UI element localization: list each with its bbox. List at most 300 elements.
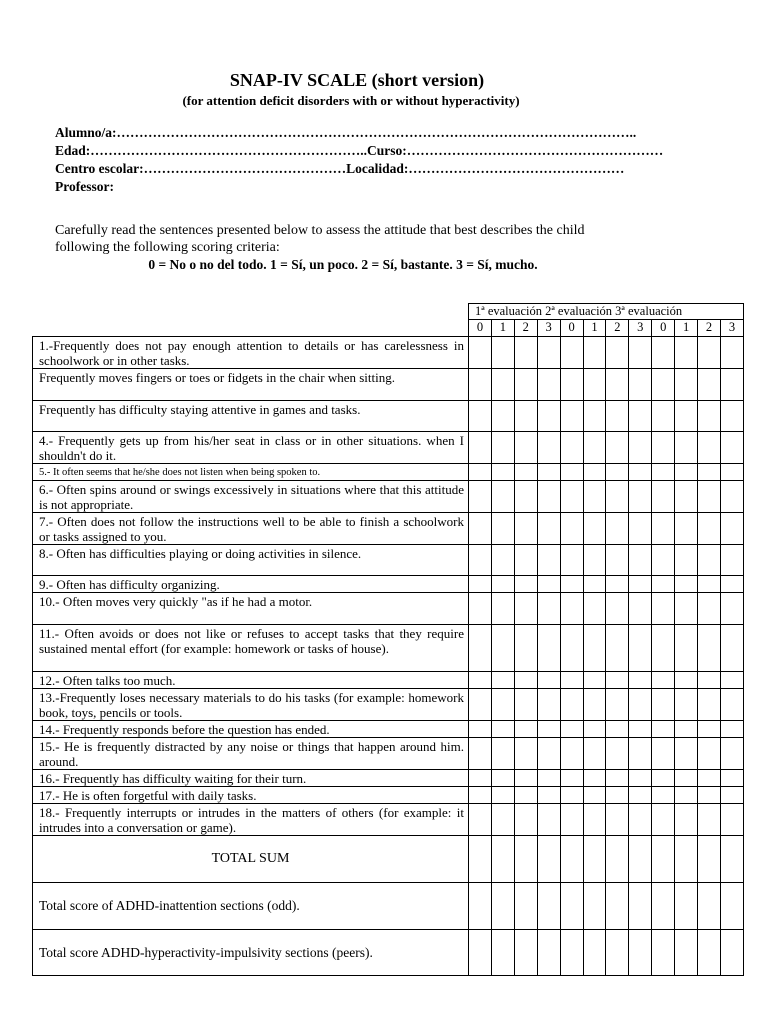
item-10-label: 10.- Often moves very quickly "as if he had a motor. [33, 593, 469, 625]
score-cell[interactable] [514, 545, 537, 576]
score-cell[interactable] [675, 787, 698, 804]
score-cell[interactable] [606, 883, 629, 930]
score-cell[interactable] [675, 883, 698, 930]
score-cell[interactable] [698, 337, 721, 369]
score-cell[interactable] [606, 481, 629, 513]
score-cell[interactable] [606, 593, 629, 625]
score-cell[interactable] [514, 593, 537, 625]
score-cell[interactable] [537, 401, 560, 432]
scoring-criteria: 0 = No o no del todo. 1 = Sí, un poco. 2 = Sí, bastante. 3 = Sí, mucho. [148, 257, 538, 272]
score-cell[interactable] [675, 721, 698, 738]
score-cell[interactable] [606, 432, 629, 464]
score-cell[interactable] [629, 593, 652, 625]
score-cell[interactable] [652, 738, 675, 770]
score-cell[interactable] [537, 738, 560, 770]
evaluation-header-row [33, 304, 744, 320]
score-cell[interactable] [606, 930, 629, 976]
score-cell[interactable] [720, 337, 743, 369]
score-cell[interactable] [675, 689, 698, 721]
score-cell[interactable] [491, 481, 514, 513]
score-cell[interactable] [469, 337, 492, 369]
field-edad-curso[interactable]: Edad:……………………………………………………..Curso:………………………………………………… [55, 143, 664, 158]
score-header-cell: 3 [720, 320, 743, 337]
score-cell[interactable] [698, 513, 721, 545]
score-cell[interactable] [537, 689, 560, 721]
score-cell[interactable] [698, 883, 721, 930]
score-cell[interactable] [583, 369, 606, 401]
score-cell[interactable] [514, 787, 537, 804]
score-cell[interactable] [720, 464, 743, 481]
score-cell[interactable] [652, 836, 675, 883]
score-cell[interactable] [491, 513, 514, 545]
score-cell[interactable] [583, 883, 606, 930]
score-cell[interactable] [675, 738, 698, 770]
score-cell[interactable] [698, 787, 721, 804]
score-cell[interactable] [583, 545, 606, 576]
score-header-row [33, 320, 744, 337]
score-cell[interactable] [537, 593, 560, 625]
item-12-label: 12.- Often talks too much. [33, 672, 469, 689]
score-cell[interactable] [720, 721, 743, 738]
score-cell[interactable] [491, 689, 514, 721]
score-cell[interactable] [698, 369, 721, 401]
score-cell[interactable] [675, 804, 698, 836]
score-cell[interactable] [698, 836, 721, 883]
score-cell[interactable] [652, 770, 675, 787]
score-cell[interactable] [675, 672, 698, 689]
score-cell[interactable] [629, 804, 652, 836]
item-11-row [33, 625, 744, 672]
score-cell[interactable] [652, 337, 675, 369]
page-subtitle: (for attention deficit disorders with or without hyperactivity) [182, 93, 520, 108]
score-cell[interactable] [629, 836, 652, 883]
score-cell[interactable] [606, 513, 629, 545]
score-cell[interactable] [720, 481, 743, 513]
score-cell[interactable] [469, 787, 492, 804]
score-cell[interactable] [537, 337, 560, 369]
score-cell[interactable] [469, 545, 492, 576]
score-cell[interactable] [491, 545, 514, 576]
item-15-label: 15.- He is frequently distracted by any noise or things that happen around him. around. [33, 738, 469, 770]
score-cell[interactable] [606, 738, 629, 770]
score-cell[interactable] [652, 576, 675, 593]
hyperactivity-total-row [33, 930, 744, 976]
score-cell[interactable] [469, 464, 492, 481]
score-cell[interactable] [583, 804, 606, 836]
score-cell[interactable] [560, 401, 583, 432]
score-cell[interactable] [720, 738, 743, 770]
score-cell[interactable] [675, 836, 698, 883]
item-6-label: 6.- Often spins around or swings excessively in situations where that this attitude is not appropriate. [33, 481, 469, 513]
score-cell[interactable] [675, 770, 698, 787]
score-cell[interactable] [698, 804, 721, 836]
score-header-cell: 3 [629, 320, 652, 337]
score-cell[interactable] [491, 883, 514, 930]
score-cell[interactable] [537, 513, 560, 545]
score-cell[interactable] [560, 836, 583, 883]
score-cell[interactable] [675, 337, 698, 369]
score-cell[interactable] [537, 576, 560, 593]
item-6-row [33, 481, 744, 513]
score-cell[interactable] [560, 883, 583, 930]
score-header-cell: 1 [583, 320, 606, 337]
score-cell[interactable] [698, 770, 721, 787]
score-cell[interactable] [469, 432, 492, 464]
score-cell[interactable] [652, 930, 675, 976]
score-cell[interactable] [652, 787, 675, 804]
score-cell[interactable] [629, 432, 652, 464]
score-cell[interactable] [583, 625, 606, 672]
score-cell[interactable] [606, 721, 629, 738]
score-cell[interactable] [469, 593, 492, 625]
score-cell[interactable] [629, 738, 652, 770]
score-cell[interactable] [720, 401, 743, 432]
score-cell[interactable] [560, 513, 583, 545]
score-cell[interactable] [469, 513, 492, 545]
score-cell[interactable] [606, 804, 629, 836]
score-cell[interactable] [629, 625, 652, 672]
score-cell[interactable] [720, 432, 743, 464]
score-cell[interactable] [652, 625, 675, 672]
score-cell[interactable] [514, 464, 537, 481]
score-cell[interactable] [675, 401, 698, 432]
score-cell[interactable] [491, 337, 514, 369]
score-cell[interactable] [469, 770, 492, 787]
score-cell[interactable] [720, 625, 743, 672]
score-cell[interactable] [583, 513, 606, 545]
item-4-label: 4.- Frequently gets up from his/her seat in class or in other situations. when I shouldn't do it. [33, 432, 469, 464]
score-cell[interactable] [514, 804, 537, 836]
score-cell[interactable] [652, 481, 675, 513]
score-cell[interactable] [606, 464, 629, 481]
score-cell[interactable] [560, 770, 583, 787]
score-cell[interactable] [560, 369, 583, 401]
score-cell[interactable] [537, 883, 560, 930]
score-cell[interactable] [514, 369, 537, 401]
score-cell[interactable] [491, 401, 514, 432]
score-cell[interactable] [514, 930, 537, 976]
item-8-row [33, 545, 744, 576]
score-cell[interactable] [537, 787, 560, 804]
score-cell[interactable] [629, 721, 652, 738]
score-cell[interactable] [583, 401, 606, 432]
item-1-row [33, 337, 744, 369]
score-cell[interactable] [629, 770, 652, 787]
score-cell[interactable] [537, 672, 560, 689]
score-cell[interactable] [675, 464, 698, 481]
score-cell[interactable] [560, 625, 583, 672]
score-cell[interactable] [698, 576, 721, 593]
score-cell[interactable] [560, 689, 583, 721]
score-cell[interactable] [583, 464, 606, 481]
score-header-cell: 0 [560, 320, 583, 337]
score-cell[interactable] [469, 883, 492, 930]
item-10-row [33, 593, 744, 625]
score-cell[interactable] [652, 593, 675, 625]
score-cell[interactable] [629, 689, 652, 721]
score-cell[interactable] [675, 545, 698, 576]
score-cell[interactable] [560, 930, 583, 976]
score-cell[interactable] [606, 576, 629, 593]
item-13-row [33, 689, 744, 721]
hyperactivity-total-label: Total score ADHD-hyperactivity-impulsivity sections (peers). [33, 930, 469, 976]
score-cell[interactable] [560, 464, 583, 481]
field-alumno[interactable]: Alumno/a:…………………………………………………………………………………………………….. [55, 125, 637, 140]
item-7-label: 7.- Often does not follow the instructions well to be able to finish a schoolwork or tasks assigned to you. [33, 513, 469, 545]
score-cell[interactable] [583, 836, 606, 883]
score-cell[interactable] [629, 930, 652, 976]
score-cell[interactable] [675, 432, 698, 464]
score-cell[interactable] [698, 625, 721, 672]
score-cell[interactable] [629, 545, 652, 576]
score-cell[interactable] [606, 625, 629, 672]
score-cell[interactable] [629, 513, 652, 545]
score-cell[interactable] [698, 689, 721, 721]
score-cell[interactable] [675, 576, 698, 593]
score-cell[interactable] [560, 337, 583, 369]
score-cell[interactable] [720, 930, 743, 976]
score-cell[interactable] [469, 930, 492, 976]
header-blank [33, 304, 469, 320]
score-cell[interactable] [698, 930, 721, 976]
score-cell[interactable] [652, 464, 675, 481]
score-cell[interactable] [514, 770, 537, 787]
item-9-row [33, 576, 744, 593]
score-cell[interactable] [583, 432, 606, 464]
score-cell[interactable] [698, 721, 721, 738]
score-cell[interactable] [698, 481, 721, 513]
score-cell[interactable] [652, 672, 675, 689]
score-cell[interactable] [491, 804, 514, 836]
item-18-row [33, 804, 744, 836]
score-cell[interactable] [537, 836, 560, 883]
score-cell[interactable] [652, 369, 675, 401]
score-cell[interactable] [491, 836, 514, 883]
score-cell[interactable] [606, 689, 629, 721]
score-cell[interactable] [514, 513, 537, 545]
score-cell[interactable] [514, 337, 537, 369]
score-cell[interactable] [606, 787, 629, 804]
score-cell[interactable] [469, 369, 492, 401]
score-cell[interactable] [720, 689, 743, 721]
score-cell[interactable] [652, 689, 675, 721]
item-16-label: 16.- Frequently has difficulty waiting for their turn. [33, 770, 469, 787]
score-cell[interactable] [583, 593, 606, 625]
field-centro-localidad[interactable]: Centro escolar:………………………………………Localidad:………………………………………… [55, 161, 625, 176]
score-cell[interactable] [537, 625, 560, 672]
item-7-row [33, 513, 744, 545]
score-cell[interactable] [629, 369, 652, 401]
score-cell[interactable] [698, 738, 721, 770]
score-cell[interactable] [652, 513, 675, 545]
score-cell[interactable] [491, 625, 514, 672]
score-cell[interactable] [491, 930, 514, 976]
score-cell[interactable] [698, 593, 721, 625]
field-professor[interactable]: Professor: [55, 179, 114, 194]
item-11-label: 11.- Often avoids or does not like or refuses to accept tasks that they require sustained mental effort (for example: homework or tasks of house). [33, 625, 469, 672]
score-cell[interactable] [491, 721, 514, 738]
score-cell[interactable] [720, 672, 743, 689]
item-1-label: 1.-Frequently does not pay enough attention to details or has carelessness in schoolwork or in other tasks. [33, 337, 469, 369]
score-cell[interactable] [514, 738, 537, 770]
score-cell[interactable] [606, 836, 629, 883]
score-cell[interactable] [698, 672, 721, 689]
score-cell[interactable] [720, 883, 743, 930]
score-cell[interactable] [469, 401, 492, 432]
item-2-label: Frequently moves fingers or toes or fidgets in the chair when sitting. [33, 369, 469, 401]
score-cell[interactable] [560, 738, 583, 770]
score-cell[interactable] [720, 804, 743, 836]
score-cell[interactable] [537, 464, 560, 481]
score-cell[interactable] [675, 930, 698, 976]
score-cell[interactable] [629, 787, 652, 804]
score-cell[interactable] [537, 432, 560, 464]
score-cell[interactable] [560, 576, 583, 593]
score-cell[interactable] [675, 513, 698, 545]
score-cell[interactable] [514, 721, 537, 738]
score-cell[interactable] [491, 738, 514, 770]
inattention-total-label: Total score of ADHD-inattention sections (odd). [33, 883, 469, 930]
score-cell[interactable] [606, 672, 629, 689]
score-cell[interactable] [629, 401, 652, 432]
score-cell[interactable] [560, 593, 583, 625]
score-cell[interactable] [491, 464, 514, 481]
score-cell[interactable] [583, 721, 606, 738]
score-cell[interactable] [491, 432, 514, 464]
score-cell[interactable] [606, 401, 629, 432]
score-cell[interactable] [629, 883, 652, 930]
score-cell[interactable] [537, 804, 560, 836]
score-cell[interactable] [537, 930, 560, 976]
total-sum-row [33, 836, 744, 883]
total-sum-label: TOTAL SUM [33, 836, 469, 883]
score-cell[interactable] [698, 545, 721, 576]
item-16-row [33, 770, 744, 787]
score-cell[interactable] [583, 930, 606, 976]
item-5-label: 5.- It often seems that he/she does not listen when being spoken to. [33, 464, 469, 481]
score-cell[interactable] [537, 369, 560, 401]
score-cell[interactable] [583, 770, 606, 787]
score-cell[interactable] [720, 513, 743, 545]
score-cell[interactable] [652, 883, 675, 930]
score-cell[interactable] [560, 545, 583, 576]
score-cell[interactable] [469, 576, 492, 593]
score-cell[interactable] [652, 432, 675, 464]
score-cell[interactable] [560, 481, 583, 513]
score-cell[interactable] [583, 787, 606, 804]
score-cell[interactable] [606, 337, 629, 369]
score-cell[interactable] [514, 576, 537, 593]
score-cell[interactable] [491, 672, 514, 689]
score-cell[interactable] [629, 337, 652, 369]
score-cell[interactable] [720, 369, 743, 401]
score-cell[interactable] [720, 770, 743, 787]
score-cell[interactable] [583, 576, 606, 593]
score-cell[interactable] [675, 481, 698, 513]
score-cell[interactable] [469, 804, 492, 836]
page-title: SNAP-IV SCALE (short version) [229, 70, 485, 90]
score-header-cell: 2 [698, 320, 721, 337]
score-cell[interactable] [469, 625, 492, 672]
score-cell[interactable] [560, 804, 583, 836]
score-cell[interactable] [514, 883, 537, 930]
score-header-cell: 2 [606, 320, 629, 337]
score-cell[interactable] [698, 401, 721, 432]
score-cell[interactable] [537, 481, 560, 513]
item-2-row [33, 369, 744, 401]
score-cell[interactable] [720, 545, 743, 576]
score-cell[interactable] [720, 787, 743, 804]
score-cell[interactable] [606, 369, 629, 401]
score-cell[interactable] [583, 337, 606, 369]
score-cell[interactable] [469, 721, 492, 738]
score-cell[interactable] [560, 672, 583, 689]
score-cell[interactable] [514, 401, 537, 432]
score-cell[interactable] [698, 464, 721, 481]
score-cell[interactable] [514, 481, 537, 513]
score-cell[interactable] [537, 770, 560, 787]
score-cell[interactable] [583, 481, 606, 513]
score-cell[interactable] [491, 576, 514, 593]
score-cell[interactable] [720, 576, 743, 593]
score-cell[interactable] [652, 804, 675, 836]
score-cell[interactable] [652, 721, 675, 738]
score-cell[interactable] [629, 576, 652, 593]
score-cell[interactable] [514, 836, 537, 883]
score-cell[interactable] [514, 672, 537, 689]
score-cell[interactable] [491, 770, 514, 787]
score-cell[interactable] [514, 689, 537, 721]
score-cell[interactable] [469, 689, 492, 721]
score-cell[interactable] [583, 689, 606, 721]
score-cell[interactable] [583, 738, 606, 770]
score-cell[interactable] [560, 787, 583, 804]
score-cell[interactable] [491, 369, 514, 401]
score-cell[interactable] [629, 672, 652, 689]
item-18-label: 18.- Frequently interrupts or intrudes in the matters of others (for example: it intrudes into a conversation or game). [33, 804, 469, 836]
score-cell[interactable] [675, 593, 698, 625]
score-cell[interactable] [675, 625, 698, 672]
score-cell[interactable] [469, 481, 492, 513]
item-14-row [33, 721, 744, 738]
score-cell[interactable] [629, 464, 652, 481]
score-header-blank [33, 320, 469, 337]
score-cell[interactable] [469, 836, 492, 883]
score-cell[interactable] [652, 401, 675, 432]
score-cell[interactable] [652, 545, 675, 576]
score-cell[interactable] [514, 432, 537, 464]
score-cell[interactable] [537, 721, 560, 738]
score-cell[interactable] [675, 369, 698, 401]
score-cell[interactable] [514, 625, 537, 672]
score-cell[interactable] [560, 721, 583, 738]
score-cell[interactable] [583, 672, 606, 689]
score-cell[interactable] [606, 545, 629, 576]
item-8-label: 8.- Often has difficulties playing or doing activities in silence. [33, 545, 469, 576]
score-cell[interactable] [491, 787, 514, 804]
score-cell[interactable] [698, 432, 721, 464]
score-cell[interactable] [606, 770, 629, 787]
score-cell[interactable] [560, 432, 583, 464]
score-cell[interactable] [491, 593, 514, 625]
instructions: Carefully read the sentences presented below to assess the attitude that best describes the child following the following scoring criteria: [55, 223, 585, 255]
score-cell[interactable] [469, 672, 492, 689]
score-cell[interactable] [537, 545, 560, 576]
score-cell[interactable] [629, 481, 652, 513]
score-cell[interactable] [720, 836, 743, 883]
score-cell[interactable] [720, 593, 743, 625]
score-cell[interactable] [469, 738, 492, 770]
